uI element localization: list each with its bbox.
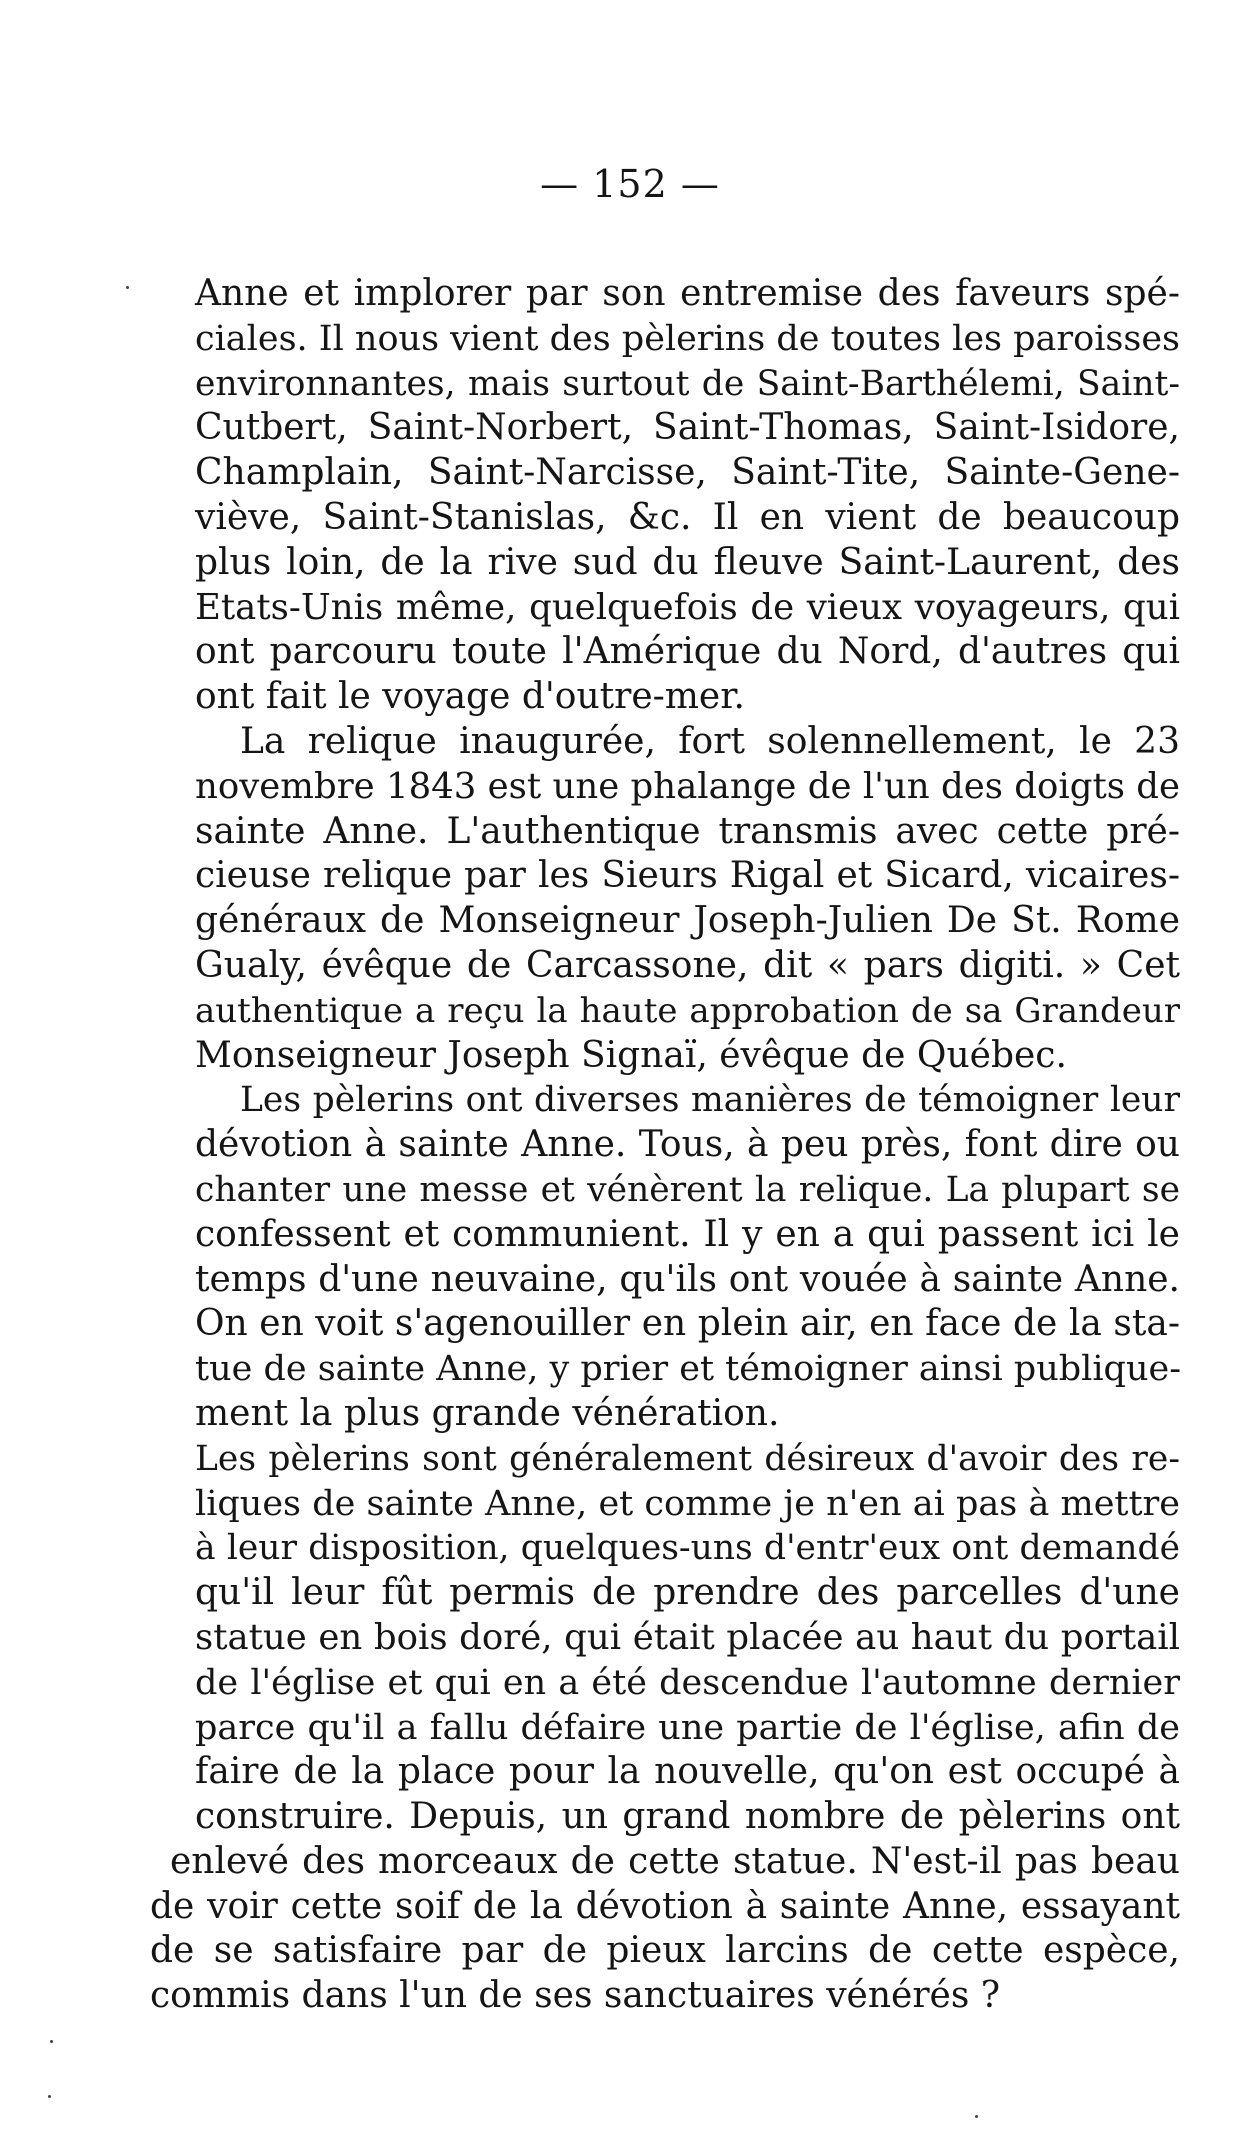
text-line: liques de sainte Anne, et comme je n'en ai pas à mettre	[195, 1483, 1180, 1524]
body-text	[150, 272, 1180, 2019]
text-line: novembre 1843 est une phalange de l'un des doigts de	[195, 765, 1180, 807]
text-line: de l'église et qui en a été descendue l'automne dernier	[195, 1662, 1180, 1703]
print-speck	[975, 2115, 978, 2118]
text-line: La relique inaugurée, fort solennellement, le 23	[240, 720, 1180, 762]
print-speck	[50, 2040, 53, 2043]
text-line: authentique a reçu la haute approbation de sa Grandeur	[195, 990, 1180, 1031]
text-line: tue de sainte Anne, y prier et témoigner ainsi publique-	[195, 1349, 1182, 1390]
print-speck	[48, 2095, 51, 2098]
text-line: confessent et communient. Il y en a qui passent ici le	[195, 1213, 1180, 1255]
text-line: qu'il leur fût permis de prendre des parcelles d'une	[195, 1572, 1180, 1614]
text-line: construire. Depuis, un grand nombre de pèlerins ont	[195, 1796, 1180, 1838]
text-line: ciales. Il nous vient des pèlerins de toutes les paroisses	[195, 318, 1181, 359]
text-line: dévotion à sainte Anne. Tous, à peu près, font dire ou	[195, 1124, 1180, 1166]
print-speck	[126, 286, 129, 289]
text-line: Etats-Unis même, quelquefois de vieux voyageurs, qui	[195, 586, 1180, 628]
text-line: Cutbert, Saint-Norbert, Saint-Thomas, Saint-Isidore,	[195, 407, 1180, 449]
text-line: Les pèlerins sont généralement désireux d'avoir des re-	[195, 1438, 1180, 1479]
text-line: plus loin, de la rive sud du fleuve Saint-Laurent, des	[195, 541, 1180, 583]
text-line: environnantes, mais surtout de Saint-Barthélemi, Saint-	[195, 363, 1180, 404]
text-line: faire de la place pour la nouvelle, qu'on est occupé à	[195, 1751, 1180, 1793]
text-line: parce qu'il a fallu défaire une partie de l'église, afin de	[195, 1707, 1180, 1748]
text-line: On en voit s'agenouiller en plein air, en face de la sta-	[195, 1303, 1180, 1345]
text-line: généraux de Monseigneur Joseph-Julien De St. Rome	[195, 900, 1180, 942]
text-line: à leur disposition, quelques-uns d'entr'eux ont demandé	[195, 1528, 1180, 1569]
text-line: enlevé des morceaux de cette statue. N'est-il pas beau	[170, 1840, 1180, 1882]
text-line: commis dans l'un de ses sanctuaires vénérés ?	[150, 1975, 1001, 2017]
paragraph	[150, 720, 1180, 1078]
text-line: de voir cette soif de la dévotion à sainte Anne, essayant	[150, 1885, 1180, 1927]
text-line: temps d'une neuvaine, qu'ils ont vouée à sainte Anne.	[195, 1258, 1180, 1300]
text-line: sainte Anne. L'authentique transmis avec cette pré-	[195, 810, 1180, 852]
text-line: Champlain, Saint-Narcisse, Saint-Tite, Sainte-Gene-	[195, 452, 1180, 494]
text-line: statue en bois doré, qui était placée au haut du portail	[195, 1616, 1180, 1658]
text-line: Gualy, évêque de Carcassone, dit « pars digiti. » Cet	[195, 944, 1180, 986]
text-line: Monseigneur Joseph Signaï, évêque de Québec.	[195, 1034, 1067, 1076]
paragraph	[150, 1078, 1180, 1436]
text-line: chanter une messe et vénèrent la relique. La plupart se	[195, 1169, 1180, 1210]
text-line: viève, Saint-Stanislas, &c. Il en vient de beaucoup	[195, 496, 1180, 538]
page-number: — 152 —	[540, 162, 720, 206]
paragraph	[150, 272, 1180, 720]
text-line: Anne et implorer par son entremise des faveurs spé-	[195, 273, 1180, 314]
text-line: de se satisfaire par de pieux larcins de cette espèce,	[150, 1930, 1180, 1972]
text-line: cieuse relique par les Sieurs Rigal et Sicard, vicaires-	[195, 855, 1180, 897]
text-line: ment la plus grande vénération.	[195, 1392, 780, 1434]
text-line: ont fait le voyage d'outre-mer.	[195, 676, 745, 718]
text-line: ont parcouru toute l'Amérique du Nord, d'autres qui	[195, 631, 1180, 673]
text-line: Les pèlerins ont diverses manières de témoigner leur	[240, 1080, 1180, 1121]
paragraph	[150, 1437, 1180, 2019]
